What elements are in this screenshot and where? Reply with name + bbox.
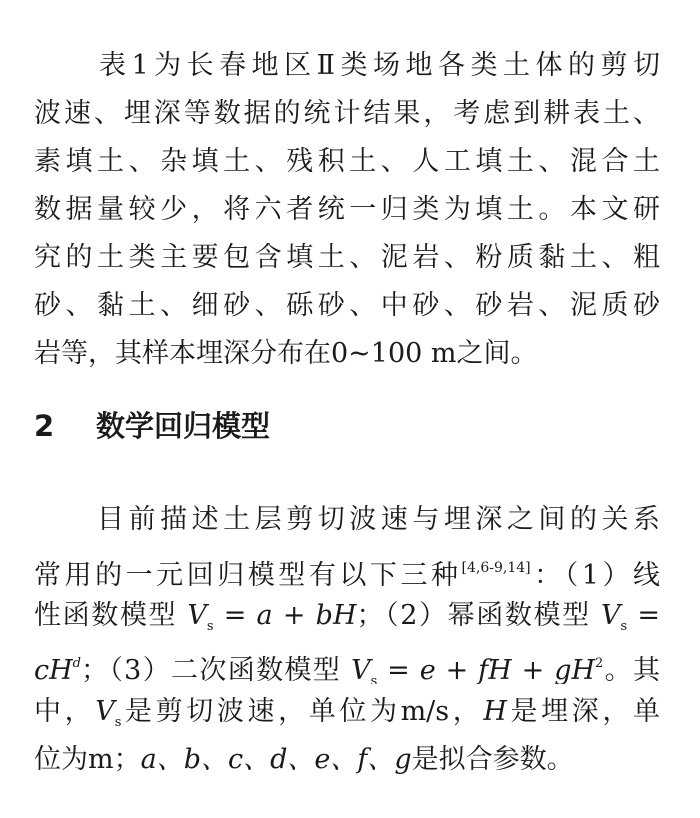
text-span: 是埋深，单 — [506, 696, 660, 727]
text-span: ；（2）幂函数模型 — [356, 600, 591, 631]
subscript-s: s — [206, 619, 214, 634]
formula-linear: = a + bH — [223, 600, 357, 631]
paragraph-1-line-4: 数据量较少，将六者统一归类为填土。本文研 — [34, 194, 660, 225]
text-span: ：（1）线 — [530, 560, 660, 588]
section-heading — [34, 404, 270, 448]
section-number: 2 — [34, 409, 55, 443]
text-span: ；（3）二次函数模型 — [81, 655, 342, 684]
paragraph-2-line-1: 目前描述土层剪切波速与埋深之间的关系 — [34, 504, 660, 535]
paragraph-2-line-5 — [34, 692, 660, 732]
paragraph-1-line-6: 砂、黏土、细砂、砾砂、中砂、砂岩、泥质砂 — [34, 290, 660, 321]
variable-V: V — [351, 655, 371, 684]
paragraph-1-line-7: 岩等，其样本埋深分布在0~100 m之间。 — [34, 338, 538, 369]
paragraph-1-line-3: 素填土、杂填土、残积土、人工填土、混合土 — [34, 146, 660, 177]
subscript-s: s — [620, 619, 628, 634]
exponent-2: 2 — [595, 656, 604, 671]
paragraph-2-line-4 — [34, 644, 660, 684]
text-span: 是拟合参数。 — [411, 744, 574, 775]
text-span: 中， — [34, 696, 96, 727]
subscript-s: s — [114, 715, 122, 730]
paragraph-1-line-1: 表1为长春地区Ⅱ类场地各类土体的剪切 — [34, 50, 660, 81]
citation-reference[interactable]: [4,6-9,14] — [461, 560, 531, 576]
text-span: 。其 — [603, 655, 660, 684]
formula-power: cH — [34, 655, 73, 684]
section-title: 数学回归模型 — [96, 409, 271, 443]
subscript-s: s — [370, 674, 378, 684]
variable-V: V — [187, 600, 207, 631]
paragraph-1-line-2: 波速、埋深等数据的统计结果，考虑到耕表土、 — [34, 98, 660, 129]
exponent-d: d — [72, 656, 81, 671]
text-span: 性函数模型 — [34, 600, 178, 631]
text-span: 位为m； — [34, 744, 141, 775]
parameter-list: a、b、c、d、e、f、g — [140, 744, 412, 775]
variable-V: V — [95, 696, 115, 727]
paragraph-2-line-3 — [34, 596, 660, 636]
variable-V: V — [601, 600, 621, 631]
variable-H: H — [483, 696, 507, 727]
paragraph-1-line-5: 究的土类主要包含填土、泥岩、粉质黏土、粗 — [34, 242, 660, 273]
paragraph-2-line-2 — [34, 548, 660, 588]
equals-sign: = — [637, 600, 660, 631]
text-span: 是剪切波速，单位为m/s， — [121, 696, 484, 727]
paragraph-2-line-6 — [34, 740, 660, 780]
text-span: 常用的一元回归模型有以下三种 — [34, 560, 462, 588]
formula-quadratic: = e + fH + gH — [387, 655, 596, 684]
